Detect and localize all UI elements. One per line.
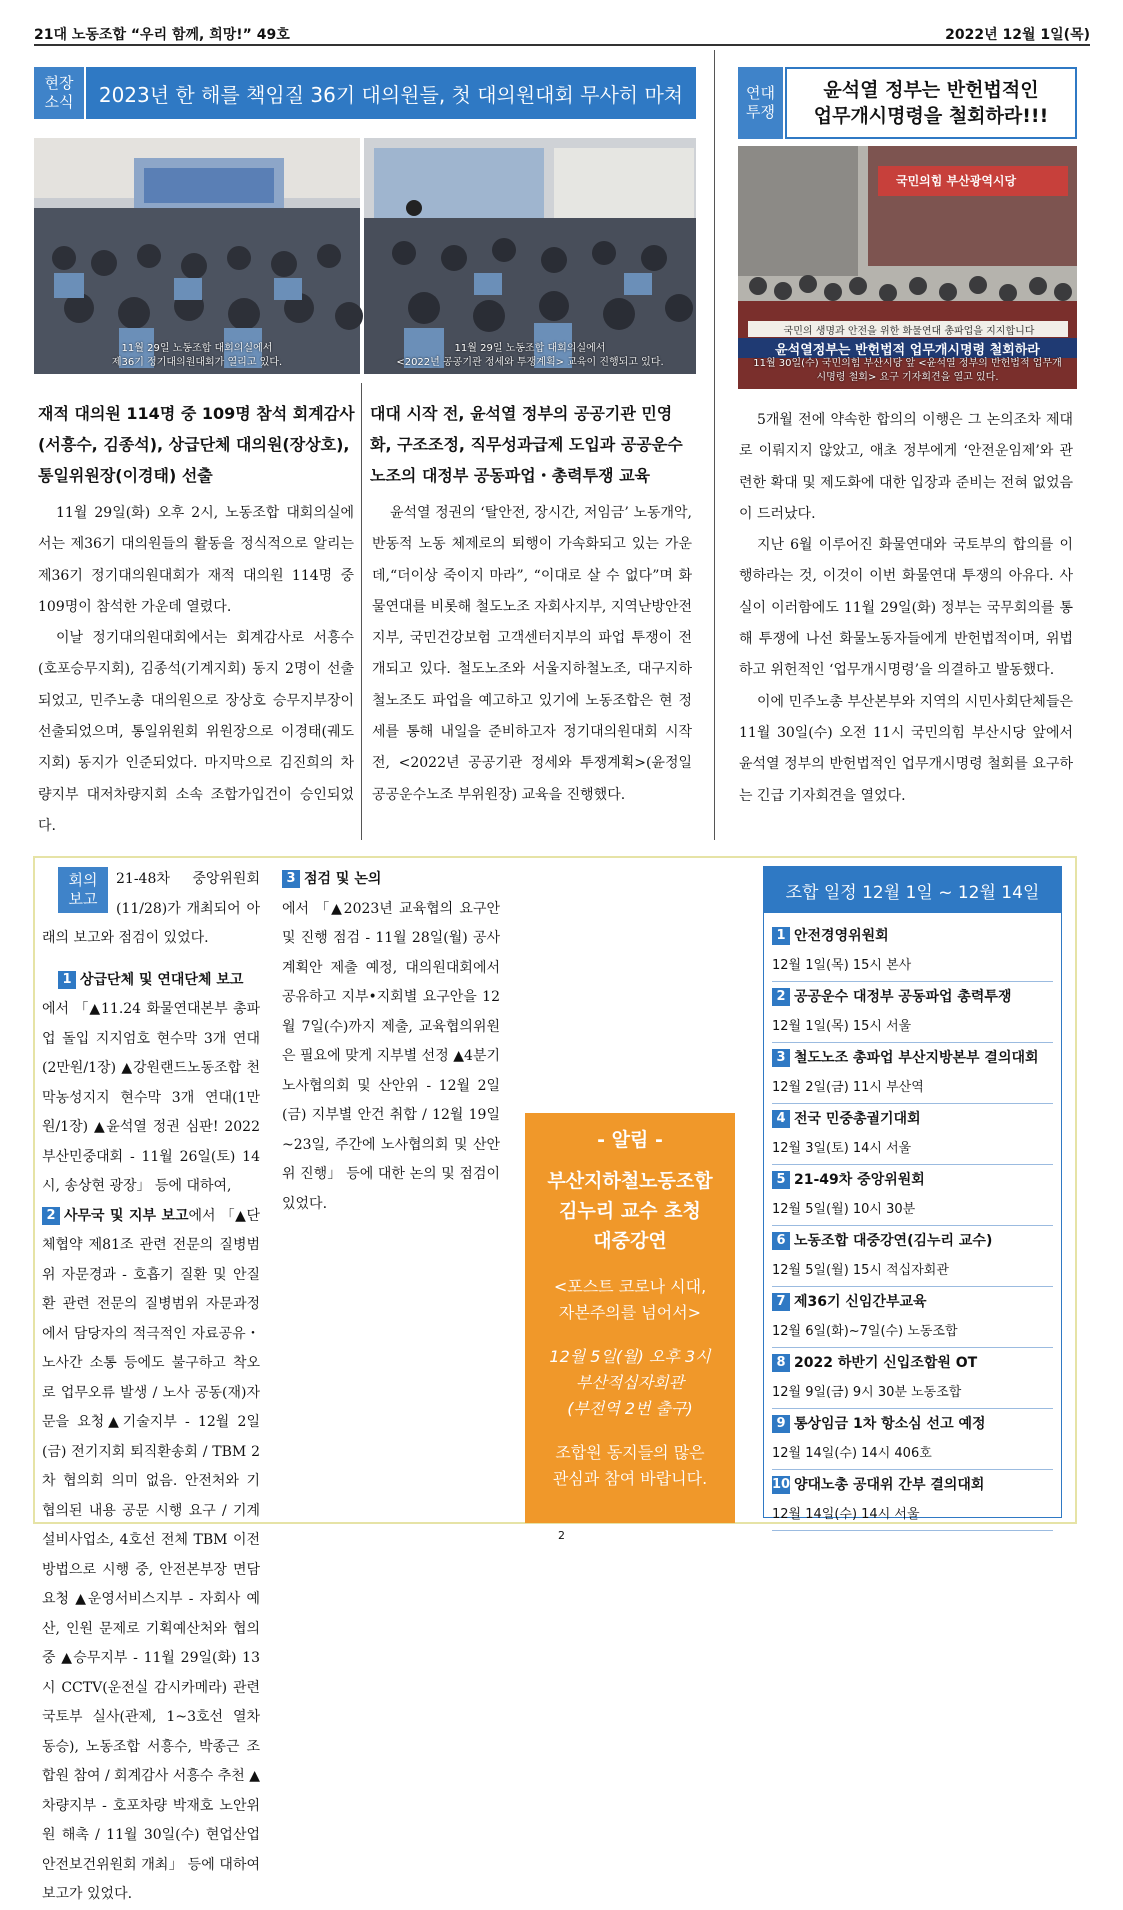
paragraph: 이날 정기대의원대회에서는 회계감사로 서흥수(호포승무지회), 김종석(기계지회) 동지 2명이 선출되었고, 민주노총 대의원으로 장상호 승무지부장이 선출되었으며, 통일위원회 위원장으로 이경태(궤도지회) 동지가 인준되었다. 마지막으로 김진희의 차량지부 대저차량지회 소속 조합가입건이 승인되었다. [38,630,354,834]
schedule-event: 통상임금 1차 항소심 선고 예정 [794,1416,986,1432]
meeting-photo-1 [34,138,360,374]
column-divider [361,383,362,840]
meeting-photo-2 [364,138,696,374]
number-badge: 1 [58,971,76,989]
schedule-item-title [772,1470,1053,1500]
schedule-item [764,1409,1061,1470]
notice-when-line: 12월 5일(월) 오후 3시 [549,1347,711,1366]
tag-spacer [42,865,116,921]
number-badge: 3 [282,870,300,888]
news-subheading-1: 재적 대의원 114명 중 109명 참석 회계감사(서흥수, 김종석), 상급단체 대의원(장상호), 통일위원장(이경태) 선출 [38,404,355,485]
photo-caption [364,342,696,370]
headline-line: 업무개시명령을 철회하라!!! [813,105,1049,127]
solidarity-tag [738,67,783,139]
number-badge: 6 [772,1232,790,1250]
section-text: 에서 「▲단체협약 제81조 관련 전문의 질병범위 자문경과 - 호흡기 질환 및 안질환 관련 전문의 질병범위 자문과정에서 담당자의 적극적인 자료공유・노사간 소통 등에도 불구하고 착오로 업무오류 발생 / 노사 공동(재)자문을 요청▲기술지부 - 12월 2일(금) 전기지회 퇴직환송회 / TBM 2차 협의회 의미 없음. 안전처와 기 협의된 내용 공문 시행 요구 / 기계설비사업소, 4호선 전체 TBM 이전 방법으로 시행 중, 안전본부장 면담 요청 ▲운영서비스지부 - 자회사 예산, 인원 문제로 기획예산처와 협의 중 ▲승무지부 - 11월 29일(화) 13시 CCTV(운전실 감시카메라) 관련 국토부 실사(관제, 1~3호선 열차 동승), 노동조합 서흥수, 박종근 조합원 참여 / 회계감사 서흥수 추천 ▲차량지부 - 호포차량 박재호 노안위원 해촉 / 11월 30일(수) 현업산업안전보건위원회 개최」 등에 대하여 보고가 있었다. [42,1207,260,1902]
lecture-notice [525,1113,735,1523]
tag-line: 투쟁 [746,103,775,121]
column-divider [714,50,715,840]
notice-when [525,1344,735,1422]
page-header [34,24,1090,46]
photo-caption [738,357,1077,385]
number-badge: 10 [772,1477,791,1492]
tag-line: 보고 [68,890,98,908]
news-article-col1 [38,498,354,842]
schedule-item [764,1043,1061,1104]
caption-line: 11월 29일 노동조합 대회의실에서 [121,343,273,354]
meeting-intro: 21-48차 중앙위원회(11/28)가 개최되어 아래의 보고와 점검이 있었다. [42,871,260,946]
notice-when-line: 부산적십자회관 [575,1373,685,1392]
schedule-item [764,1348,1061,1409]
schedule-event: 2022 하반기 신입조합원 OT [794,1355,978,1371]
caption-line: 제36기 정기대의원대회가 열리고 있다. [111,357,283,368]
schedule-event: 안전경영위원회 [794,928,889,944]
news-tag [34,67,84,119]
notice-closing [525,1440,735,1492]
schedule-list [764,921,1061,1531]
tag-line: 현장 [44,74,74,92]
number-badge: 2 [42,1207,60,1225]
notice-title-line: 김누리 교수 초청 [559,1200,701,1222]
banner-main-text: 윤석열정부는 반헌법적 업무개시명령 철회하라 [775,343,1040,358]
photo-caption [34,342,360,370]
schedule-item-title [772,1104,1053,1134]
schedule-item-detail: 12월 6일(화)~7일(수) 노동조합 [772,1317,1053,1348]
schedule-event: 공공운수 대정부 공동파업 총력투쟁 [794,989,1012,1005]
notice-label: - 알림 - [597,1129,663,1151]
caption-line: 11월 30일(수) 국민의힘 부산시당 앞 <윤석열 정부의 반헌법적 업무개 [753,358,1062,369]
schedule-item-title [772,1287,1053,1317]
meeting-report-text [42,865,260,1902]
schedule-item-detail: 12월 2일(금) 11시 부산역 [772,1073,1053,1104]
number-badge: 7 [772,1293,790,1311]
schedule-event: 제36기 신임간부교육 [794,1294,927,1310]
meeting-report-col2 [282,865,500,1515]
schedule-item-title [772,1043,1053,1073]
schedule-item-detail: 12월 1일(목) 15시 서울 [772,1012,1053,1043]
notice-closing-line: 조합원 동지들의 많은 [555,1443,705,1462]
tag-line: 연대 [746,84,775,102]
section-heading-3 [282,865,500,895]
schedule-event: 철도노조 총파업 부산지방본부 결의대회 [794,1050,1039,1066]
section-heading-1 [58,966,260,996]
meeting-photo-2-image [364,138,696,374]
banner-top-text: 국민의 생명과 안전을 위한 화물연대 총파업을 지지합니다 [783,326,1035,337]
notice-title-line: 부산지하철노동조합 [547,1170,713,1192]
schedule-item-title [772,1165,1053,1195]
solidarity-article [739,405,1073,812]
section-heading-2 [42,1208,189,1224]
schedule-item [764,1226,1061,1287]
notice-title-line: 대중강연 [593,1230,667,1252]
schedule-item-detail: 12월 1일(목) 15시 본사 [772,951,1053,982]
schedule-item-detail: 12월 9일(금) 9시 30분 노동조합 [772,1378,1053,1409]
schedule-item-detail: 12월 14일(수) 14시 406호 [772,1439,1053,1470]
schedule-item [764,921,1061,982]
schedule-event: 양대노총 공대위 간부 결의대회 [794,1477,985,1493]
news-subheading-2: 대대 시작 전, 윤석열 정부의 공공기관 민영화, 구조조정, 직무성과급제 도입과 공공운수노조의 대정부 공동파업・총력투쟁 교육 [370,404,683,485]
solidarity-headline [785,67,1077,139]
number-badge: 8 [772,1354,790,1372]
number-badge: 4 [772,1110,790,1128]
section-title: 사무국 및 지부 보고 [64,1207,189,1224]
schedule-title: 조합 일정 12월 1일 ~ 12월 14일 [764,867,1061,913]
issue-date: 2022년 12월 1일(목) [945,27,1090,43]
schedule-item-title [772,1409,1053,1439]
section-title: 상급단체 및 연대단체 보고 [80,971,244,988]
schedule-item-detail: 12월 14일(수) 14시 서울 [772,1500,1053,1531]
number-badge: 3 [772,1049,790,1067]
notice-subtitle-line: <포스트 코로나 시대, [553,1277,707,1296]
number-badge: 5 [772,1171,790,1189]
paragraph: 윤석열 정권의 ‘탈안전, 장시간, 저임금’ 노동개악, 반동적 노동 체제로의 퇴행이 가속화되고 있는 가운데,“더이상 죽이지 마라”, “이대로 살 수 없다”며 화물연대를 비롯해 철도노조 자회사지부, 지역난방안전지부, 국민건강보험 고객센터지부의 파업 투쟁이 전개되고 있다. 철도노조와 서울지하철노조, 대구지하철노조도 파업을 예고하고 있기에 노동조합은 현 정세를 통해 내일을 준비하고자 정기대의원대회 시작 전, <2022년 공공기관 정세와 투쟁계획>(윤정일 공공운수노조 부위원장) 교육을 진행했다. [372,505,692,803]
schedule-event: 전국 민중총궐기대회 [794,1111,921,1127]
spacer [42,954,260,966]
page-number: 2 [558,1529,565,1542]
notice-subtitle-line: 자본주의를 넘어서> [558,1303,702,1322]
caption-line: <2022년 공공기관 정세와 투쟁계획> 교육이 진행되고 있다. [396,357,664,368]
schedule-item-title [772,1348,1053,1378]
paragraph: 지난 6월 이루어진 화물연대와 국토부의 합의를 이행하라는 것, 이것이 이번 화물연대 투쟁의 아유다. 사실이 이러함에도 11월 29일(화) 정부는 국무회의를 통해 투쟁에 나선 화물노동자들에게 반헌법적이며, 위법하고 위헌적인 ‘업무개시명령’을 의결하고 발동했다. [739,537,1073,679]
caption-line: 시명령 철회> 요구 기자회견을 열고 있다. [816,372,999,383]
issue-title: 21대 노동조합 “우리 함께, 희망!” 49호 [34,27,290,43]
party-sign: 국민의힘 부산광역시당 [896,174,1017,188]
paragraph: 11월 29일(화) 오후 2시, 노동조합 대회의실에서는 제36기 대의원들의 활동을 정식적으로 알리는 제36기 정기대의원대회가 재적 대의원 114명 중 109명이 참석한 가운데 열렸다. [38,505,354,615]
number-badge: 1 [772,927,790,945]
notice-title [525,1166,735,1256]
schedule-item-detail: 12월 3일(토) 14시 서울 [772,1134,1053,1165]
notice-when-line: (부전역 2번 출구) [567,1399,693,1418]
notice-subtitle [525,1274,735,1326]
paragraph: 5개월 전에 약속한 합의의 이행은 그 논의조차 제대로 이뤄지지 않았고, 애초 정부에게 ‘안전운임제’와 관련한 확대 및 제도화에 대한 입장과 준비는 전혀 없었음이 드러났다. [739,412,1073,522]
number-badge: 9 [772,1415,790,1433]
paragraph: 이에 민주노총 부산본부와 지역의 시민사회단체들은 11월 30일(수) 오전 11시 국민의힘 부산시당 앞에서 윤석열 정부의 반헌법적인 업무개시명령 철회를 요구하는 긴급 기자회견을 열었다. [739,693,1073,804]
notice-closing-line: 관심과 참여 바랍니다. [552,1469,708,1488]
tag-line: 소식 [44,93,74,111]
schedule-item-detail: 12월 5일(월) 15시 적십자회관 [772,1256,1053,1287]
schedule-item-title [772,921,1053,951]
schedule-item-title [772,982,1053,1012]
schedule-event: 노동조합 대중강연(김누리 교수) [794,1233,993,1249]
section-text: 에서 「▲11.24 화물연대본부 총파업 돌입 지지엄호 현수막 3개 연대(2만원/1장) ▲강원랜드노동조합 천막농성지지 현수막 3개 연대(1만원/1장) ▲윤석열 정권 심판! 2022 부산민중대회 - 11월 26일(토) 14시, 송상현 광장」 등에 대하여, [42,1001,260,1194]
union-schedule [763,866,1062,1522]
meeting-photo-1-image [34,138,360,374]
headline-line: 윤석열 정부는 반헌법적인 [823,79,1039,101]
schedule-item-title [772,1226,1053,1256]
schedule-item [764,1165,1061,1226]
tag-line: 회의 [68,871,98,889]
news-headline: 2023년 한 해를 책임질 36기 대의원들, 첫 대의원대회 무사히 마쳐 [86,67,696,119]
number-badge: 2 [772,988,790,1006]
section-text: 에서 「▲2023년 교육협의 요구안 및 진행 점검 - 11월 28일(월) 공사계획안 제출 예정, 대의원대회에서 공유하고 지부•지회별 요구안을 12월 7일(수)까지 제출, 교육협의위원은 필요에 맞게 지부별 선정 ▲4분기 노사협의회 및 산안위 - 12월 2일(금) 지부별 안건 취합 / 12월 19일~23일, 주간에 노사협의회 및 산안위 진행」 등에 대한 논의 및 점검이 있었다. [282,900,500,1212]
section-title: 점검 및 논의 [304,871,382,887]
schedule-item [764,1104,1061,1165]
schedule-item [764,982,1061,1043]
press-conference-photo [738,146,1077,389]
news-article-col2 [372,498,692,811]
schedule-item-detail: 12월 5일(월) 10시 30분 [772,1195,1053,1226]
spacer [764,913,1061,921]
schedule-event: 21-49차 중앙위원회 [794,1172,925,1188]
schedule-item [764,1287,1061,1348]
schedule-item [764,1470,1061,1531]
caption-line: 11월 29일 노동조합 대회의실에서 [454,343,606,354]
